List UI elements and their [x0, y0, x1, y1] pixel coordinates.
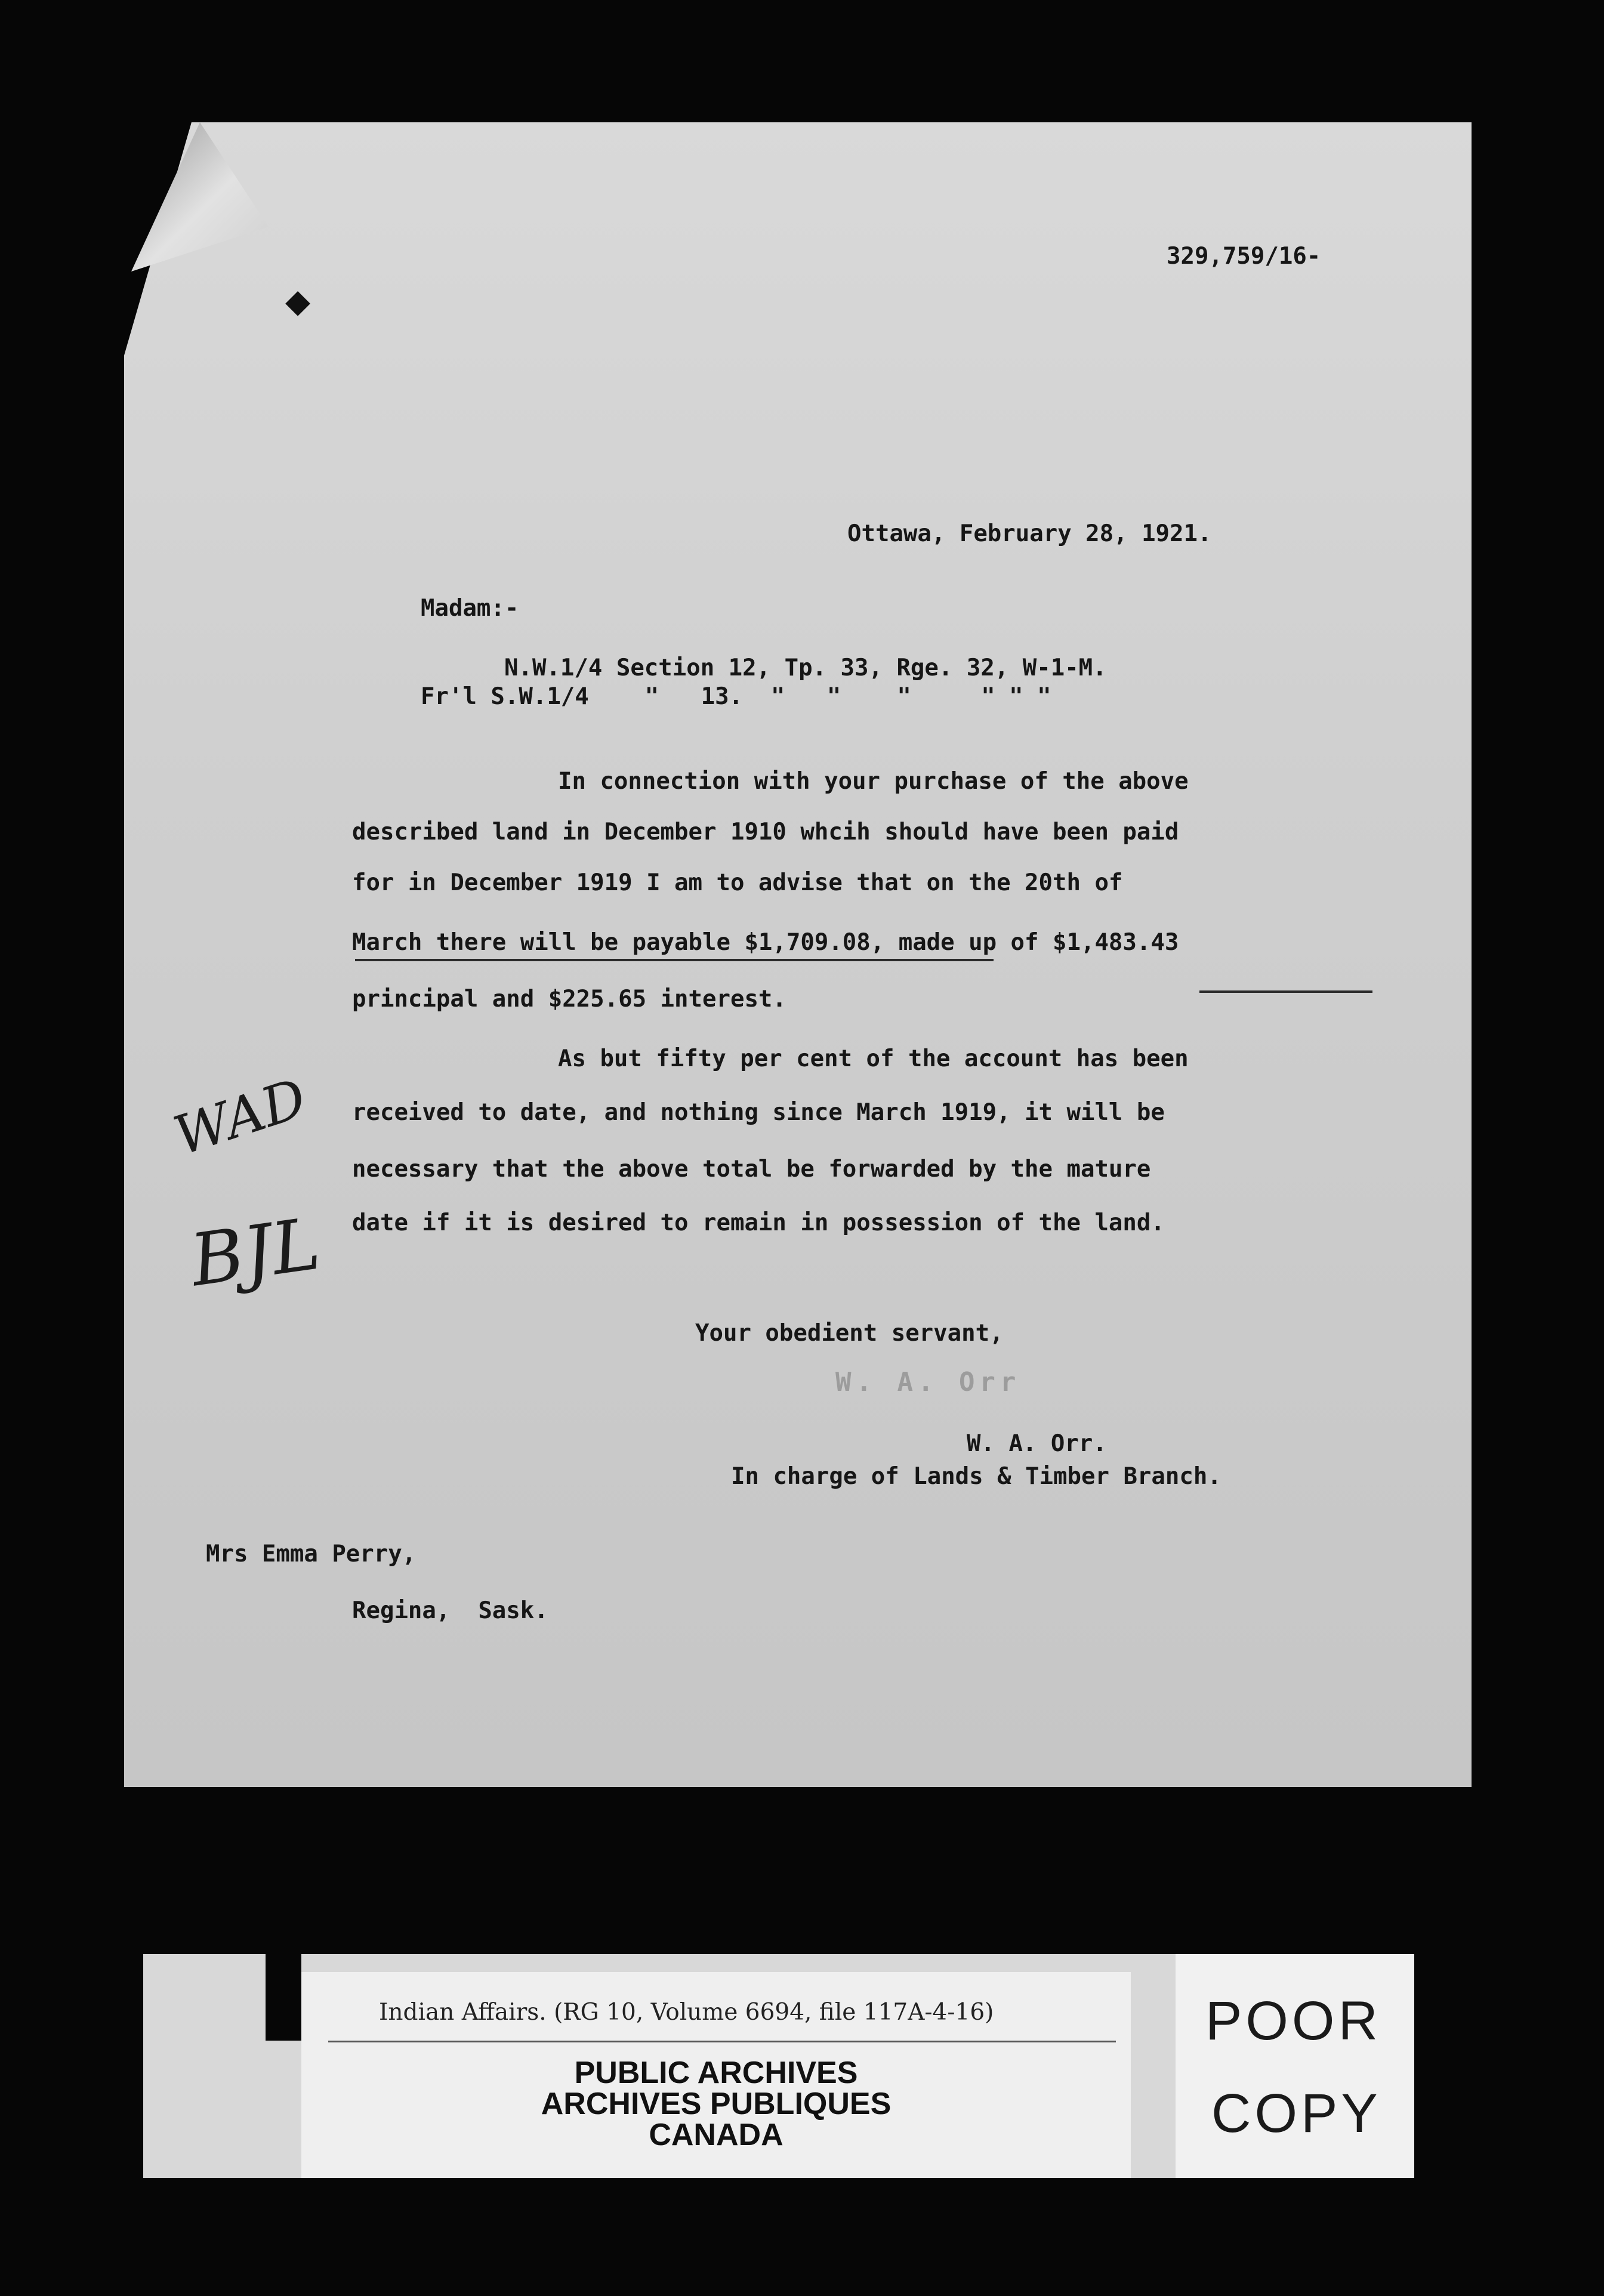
body-line: In connection with your purchase of the above	[558, 768, 1189, 795]
signer-title: In charge of Lands & Timber Branch.	[731, 1463, 1221, 1490]
body-line: received to date, and nothing since March 1919, it will be	[352, 1099, 1165, 1126]
underline	[1199, 990, 1372, 993]
body-line: As but fifty per cent of the account has been	[558, 1045, 1189, 1072]
salutation: Madam:-	[421, 595, 519, 622]
archive-name-en: PUBLIC ARCHIVES	[574, 2056, 858, 2090]
body-line: described land in December 1910 whcih should have been paid	[352, 819, 1179, 845]
file-number: 329,759/16-	[1167, 243, 1321, 270]
label-divider	[328, 2041, 1116, 2042]
closing: Your obedient servant,	[695, 1320, 1004, 1347]
handwritten-initials: BJL	[186, 1202, 325, 1303]
label-notch	[266, 1954, 301, 2041]
body-line: necessary that the above total be forwarded by the mature	[352, 1156, 1151, 1183]
body-line: March there will be payable $1,709.08, made up of $1,483.43	[352, 929, 1179, 956]
underline	[355, 959, 994, 961]
land-description-line-2: Fr'l S.W.1/4 " 13. " " " " " "	[421, 683, 1051, 710]
archive-reference: Indian Affairs. (RG 10, Volume 6694, file 117A-4-16)	[379, 1999, 994, 2026]
body-line: for in December 1919 I am to advise that on the 20th of	[352, 869, 1123, 896]
signer-name: W. A. Orr.	[967, 1430, 1107, 1457]
recipient-name: Mrs Emma Perry,	[206, 1541, 417, 1567]
handwritten-initials: WAD	[166, 1066, 314, 1168]
archive-name-fr: ARCHIVES PUBLIQUES	[541, 2087, 892, 2121]
place-date: Ottawa, February 28, 1921.	[847, 520, 1212, 547]
signature-stamp: W. A. Orr	[835, 1367, 1021, 1397]
land-description-line-1: N.W.1/4 Section 12, Tp. 33, Rge. 32, W-1-M.	[504, 655, 1107, 681]
arrow-left-icon: ◆	[285, 276, 311, 325]
poor-text: POOR	[1205, 1991, 1381, 2051]
body-line: date if it is desired to remain in possession of the land.	[352, 1209, 1165, 1236]
recipient-city: Regina, Sask.	[352, 1597, 548, 1624]
archive-country: CANADA	[649, 2118, 784, 2152]
body-line: principal and $225.65 interest.	[352, 986, 786, 1013]
copy-text: COPY	[1211, 2083, 1381, 2144]
